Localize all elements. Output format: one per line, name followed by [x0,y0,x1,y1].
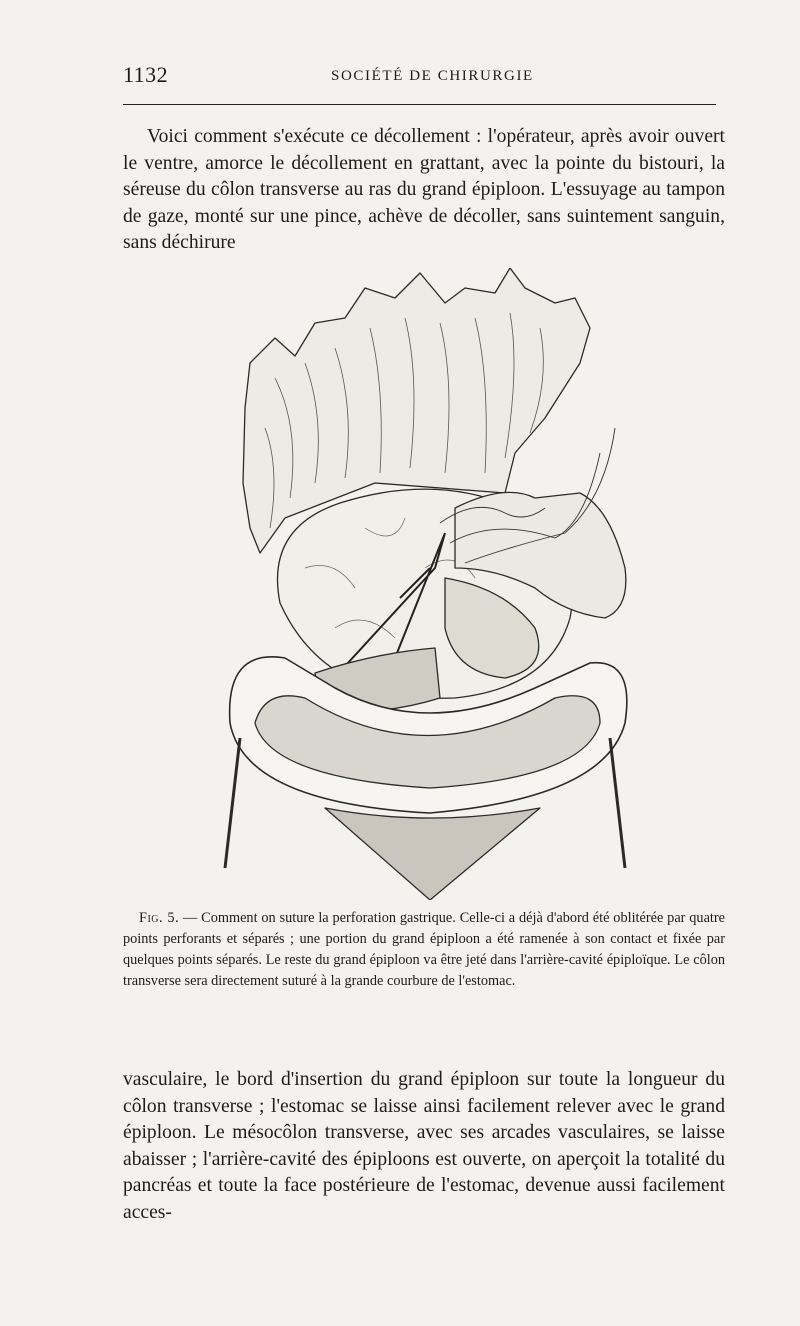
page-number: 1132 [123,62,169,87]
surgical-illustration [205,268,645,900]
running-title: SOCIÉTÉ DE CHIRURGIE [331,68,534,84]
header-rule [123,104,716,105]
page-header [123,62,716,96]
figure-caption [123,908,725,992]
figure-caption-text: — Comment on suture la perforation gastrique. Celle-ci a déjà d'abord été oblitérée par quatre points perforants et séparés ; une portion du grand épiploon a été ramenée à son contact et fixée par quelques points séparés. Le reste du grand épiploon va être jeté dans l'arrière-cavité épiploïque. Le côlon transverse sera directement suturé à la grande courbure de l'estomac. [123,910,725,989]
paragraph-bottom: vasculaire, le bord d'insertion du grand épiploon sur toute la longueur du côlon transverse ; l'estomac se laisse ainsi facilement relever avec le grand épiploon. Le mésocôlon transverse, avec ses arcades vasculaires, se laisse abaisser ; l'arrière-cavité des épiploons est ouverte, on aperçoit la totalité du pancréas et toute la face postérieure de l'estomac, devenue aussi facilement acces- [123,1069,725,1223]
paragraph-top: Voici comment s'exécute ce décollement : l'opérateur, après avoir ouvert le ventre, amorce le décollement en grattant, avec la pointe du bistouri, la séreuse du côlon transverse au ras du grand épiploon. L'essuyage au tampon de gaze, monté sur une pince, achève de décoller, sans suintement sanguin, sans déchirure [123,126,725,253]
incision-drawing [325,808,540,900]
figure-label: Fig. 5. [139,910,180,926]
